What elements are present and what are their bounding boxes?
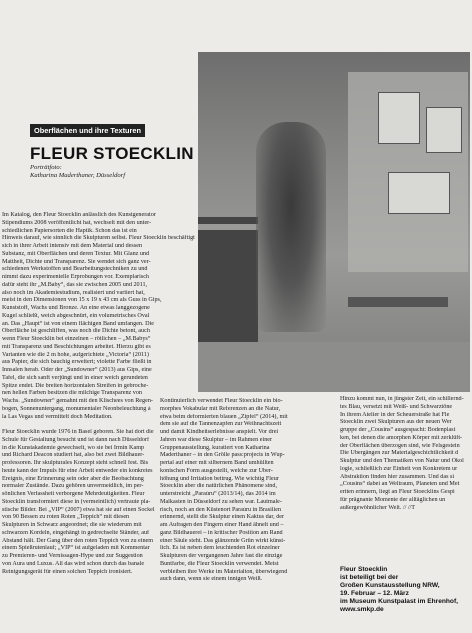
- column3-line: In ihrem Atelier in der Scheuerstraße hat Fle: [340, 411, 450, 418]
- photo-credit-name: Katharina Maderthaner, Düsseldorf: [30, 172, 126, 179]
- column1-line: nen hellen Farben besitzen die milchige Transparenz von: [2, 390, 143, 397]
- info-line: 19. Februar – 12. März: [340, 590, 409, 597]
- column1-line: Abstand hält. Der Gang über den roten Teppich von zu einem: [2, 537, 154, 544]
- column1-line: sich in ihrer Arbeit intensiv mit dem Material und dessen: [2, 243, 143, 249]
- column1-line: Ereignis, eine Erinnerung sein oder aber die Beobachtung: [2, 475, 144, 482]
- column1-line: Stipendiums 2008 veröffentlicht hat, wechselt mit den unter-: [2, 219, 152, 226]
- column1-line: Im Katalog, den Fleur Stoecklin anlässlich des Kunstgenerator: [2, 212, 156, 218]
- column1-line: professoren. Ihr skulpturales Konzept steht schnell fest. Bis: [2, 460, 149, 466]
- column1-line: heute kann der Impuls für eine Arbeit entweder ein konkretes: [2, 467, 153, 474]
- column3-line: Skulptur und den Thematiken von Natur und Ökol: [340, 458, 464, 464]
- column2-line: Stoecklin aber die natürlichen Phänomene sind,: [160, 483, 277, 490]
- column1-line: Mattheit, Dichte und Transparenz. Sie wendet sich ganz ver-: [2, 258, 151, 265]
- column1-line: einem Spießrutenlauf; „VIP“ ist aufgeladen mit Kommentar: [2, 545, 150, 552]
- info-line: ist beteiligt bei der: [340, 574, 399, 581]
- column1-line: Kugel schließt, weich abgeschnürt, ein volumetrisches Oval: [2, 312, 150, 319]
- column1-line: Wachs. „Sundowner“ gemahnt mit den Klischees von Regen-: [2, 398, 153, 404]
- column1-line: Hinweis darauf, wie sinnlich die Skulpturen selbst. Fleur Stoecklin beschäftigt: [2, 235, 195, 242]
- column2-line: morphes Vokabular mit Referenzen an die Natur,: [160, 405, 281, 412]
- column3-line: Abstraktion finden hier zusammen. Und das si: [340, 473, 455, 480]
- column1-line: Stoecklin transformiert diese in (vermeintlich) vertraute pla-: [2, 498, 151, 505]
- column1-line: also noch im Akademiestudium, realisiert und variiert hat,: [2, 289, 145, 296]
- column3-line: ken, bei denen die amorphen Körper mit zerklüft-: [340, 434, 463, 441]
- column2-line: dem sie auf die Tannenzapfen zur Weihnachtszeit: [160, 421, 282, 428]
- column1-line: aus Papier, die sich bauchig erweitert; violette Farbe fließt in: [2, 359, 152, 366]
- photo-shelf: [198, 217, 258, 347]
- page-title: FLEUR STOECKLIN: [30, 144, 194, 163]
- column1-line: Reinigungsgerät für einen solchen Teppich ironisiert.: [2, 568, 133, 575]
- column2-line: Jahren war diese Skulptur – im Rahmen einer: [160, 436, 273, 443]
- photo-credit-label: Porträtfoto:: [30, 164, 62, 171]
- column1-line: schwarzen Kordeln, eingehängt in gedrechselte Ständer, auf: [2, 529, 150, 536]
- column1-line: Substanz, mit Oberflächen und deren Textur. Mit Glanz und: [2, 250, 150, 257]
- column1-line: von 90 Bessen zu roten Roten „Teppich“ mit diesen: [2, 514, 130, 521]
- column3-line: Die Übergängen zur Materialgeschichtlichkeit d: [340, 450, 459, 457]
- column1-line: schiedenen Werkstoffen und Bearbeitungstechniken zu und: [2, 266, 148, 273]
- column1-line: sönlichen Verfassheit verborgene Mehrdeutigkeiten. Fleur: [2, 491, 145, 497]
- column1-line: nimmt dazu experimentelle Erprobungen vor. Exemplarisch: [2, 274, 149, 280]
- column2-line: Skulpturen der vergangenen Jahre fast die einzige: [160, 553, 283, 559]
- photo-frame-1: [378, 92, 420, 144]
- info-line: im Museum Kunstpalast im Ehrenhof,: [340, 598, 458, 605]
- column2-line: Gruppenausstellung, kuratiert von Katharina: [160, 444, 270, 451]
- photo-frame-2: [426, 107, 462, 153]
- photo-frame-3: [388, 172, 450, 214]
- column1-line: zu Premieren- und Vernissagen-Hype und zur Suggestion: [2, 553, 143, 559]
- column2-line: Kontinuierlich verwendet Fleur Stoecklin ein bio-: [160, 398, 283, 404]
- article-column-3: [340, 396, 472, 512]
- column3-line: Stoecklin zwei Skulpturen aus der neuen Wer: [340, 419, 452, 426]
- photo-floor: [198, 342, 470, 392]
- column3-line: für prägnante Momente der alltäglichen un: [340, 496, 446, 503]
- column2-line: ganz Bildhauerei – in kritischer Position am Rand: [160, 529, 283, 536]
- column1-line: Tafel, die sich sanft verjüngt und in einer weich gerundeten: [2, 374, 148, 381]
- column2-line: Malkasten in Düsseldorf zu sehen war. Lautmale-: [160, 498, 282, 505]
- info-line: www.smkp.de: [340, 606, 384, 613]
- column2-line: Maderthaner – in den Grölle pass:projects in Wup-: [160, 452, 285, 459]
- column1-line: normaler Zustände. Dazu gehören unvermeidlich, im per-: [2, 483, 144, 490]
- article-column-2: [160, 398, 310, 584]
- column1-line: wenn Fleur Stoecklin bei einzelnen – rötlichen – „M.Babys“: [2, 336, 151, 342]
- column2-line: höhung und Irritation beitrug. Wie wichtig Fleur: [160, 475, 279, 482]
- photo-credit: [30, 164, 125, 180]
- column3-line: außergewöhnlicher Welt. // //T: [340, 504, 415, 511]
- column2-line: verbleiben ihre Werke im Materialton, überwiegend: [160, 568, 288, 575]
- section-tag: Oberflächen und ihre Texturen: [30, 124, 145, 137]
- blurred-figure: [256, 122, 326, 332]
- column1-line: stische Bilder. Bei „VIP“ (2007) etwa hat sie auf einen Sockel: [2, 506, 155, 513]
- exhibition-info-box: [340, 566, 472, 614]
- column1-line: an. Das „Haupt“ ist von einem flächigen Band umfangen. Die: [2, 320, 154, 327]
- column1-line: Spitze endet. Die breiten horizontalen Streifen in gebroche-: [2, 382, 149, 389]
- column2-line: risch, noch an den Küstenort Paraúru in Brasilien: [160, 506, 282, 513]
- column1-line: und Richard Deacon studiert hat, also bei zwei Bildhauer-: [2, 452, 145, 459]
- column3-line: der Oberflächen überzogen sind, wie Felsgestein: [340, 442, 460, 449]
- column2-line: konischen Form ausgestellt, welche zur Über-: [160, 467, 273, 474]
- column3-line: „Cousins“ dabei an Weltraum, Planeten und Met: [340, 481, 460, 488]
- column2-line: erinnernd, stellt die Skulptur einen Kaktus dar, der: [160, 514, 285, 521]
- column2-line: und damit Kindheitserlebnisse anspielt. Vor drei: [160, 429, 279, 435]
- column1-line: Innsalen herab. Oder der „Sundowner“ (2013) aus Gips, eine: [2, 367, 152, 373]
- column1-line: dafür steht ihr „M.Baby“, das sie zwischen 2005 und 2011,: [2, 281, 148, 288]
- column3-line: tes Blau, versetzt mit Weiß- und Schwarztöne: [340, 403, 453, 410]
- column1-line: Skulpturen in Schwarz angeordnet; die sie wiederum mit: [2, 522, 142, 528]
- info-line: Fleur Stoecklin: [340, 566, 388, 573]
- column1-line: von Aura und Luxus. All das wird schon durch das banale: [2, 560, 145, 567]
- column1-line: schiedlichen Papiersorten die Haptik. Schon das ist ein: [2, 227, 137, 234]
- column2-line: am Aufragen den Fingern einer Hand ähnelt und –: [160, 522, 284, 528]
- column2-line: unterstreicht „Paraúru“ (2013/14), das 2014 im: [160, 491, 276, 497]
- column1-line: Kunststoff, Wachs und Bronze. An eine etwas langgezogene: [2, 305, 150, 311]
- column2-line: pertal auf einer mit silbernem Band umhüllten: [160, 460, 274, 466]
- portrait-photo: [198, 52, 470, 392]
- column2-line: etwa beim deformierten blauen „Zipfel“ (2014), mit: [160, 413, 288, 420]
- column1-line: meist in den Dimensionen von 15 x 19 x 43 cm als Guss in Gips,: [2, 297, 162, 304]
- column3-line: gruppe der „Cousins“ ausgespacht: Bodenplast: [340, 427, 456, 433]
- column1-line: mit Transparenz und Beschichtungen arbeitet. Hierzu gibt es: [2, 343, 151, 350]
- column2-line: Buntfarbe, die Fleur Stoecklin verwendet. Meist: [160, 560, 279, 567]
- column1-line: Fleur Stoecklin wurde 1976 in Basel geboren. Sie hat dort die: [2, 429, 154, 435]
- photo-shelf-board: [198, 224, 258, 230]
- column3-line: eriten erinnern, liegt an Fleur Stoecklins Gespi: [340, 489, 455, 495]
- info-line: Großen Kunstausstellung NRW,: [340, 582, 440, 589]
- column1-line: Oberfläche ist geschliffen, was noch die Dichte betont, auch: [2, 328, 150, 335]
- column3-line: logie, schließlich zur Einheit von Konkretem ur: [340, 465, 458, 472]
- column1-line: la Las Vegas und vermittelt doch Meditation.: [2, 413, 113, 420]
- photo-table: [348, 297, 448, 307]
- column2-line: lich. Es ist neben dem leuchtenden Rot einzelner: [160, 545, 280, 552]
- column2-line: einer Säule steht. Das glänzende Grün wirkt künst-: [160, 537, 286, 544]
- column1-line: bogen, Sonnenuntergang, monumentaler Neonbeleuchtung à: [2, 405, 151, 412]
- column1-line: in die Kunstakademie gewechselt, wo sie bei Irmin Kamp: [2, 444, 145, 451]
- column3-line: Hinzu kommt nun, in jüngster Zeit, ein schillernd-: [340, 396, 464, 402]
- column1-line: Schule für Gestaltung besucht und ist dann nach Düsseldorf: [2, 436, 150, 443]
- column2-line: auch dann, wenn sie einem innigen Weiß.: [160, 576, 263, 583]
- column1-line: Varianten wie die 2 m hohe, aufgerichtete „Victoria“ (2011): [2, 351, 149, 358]
